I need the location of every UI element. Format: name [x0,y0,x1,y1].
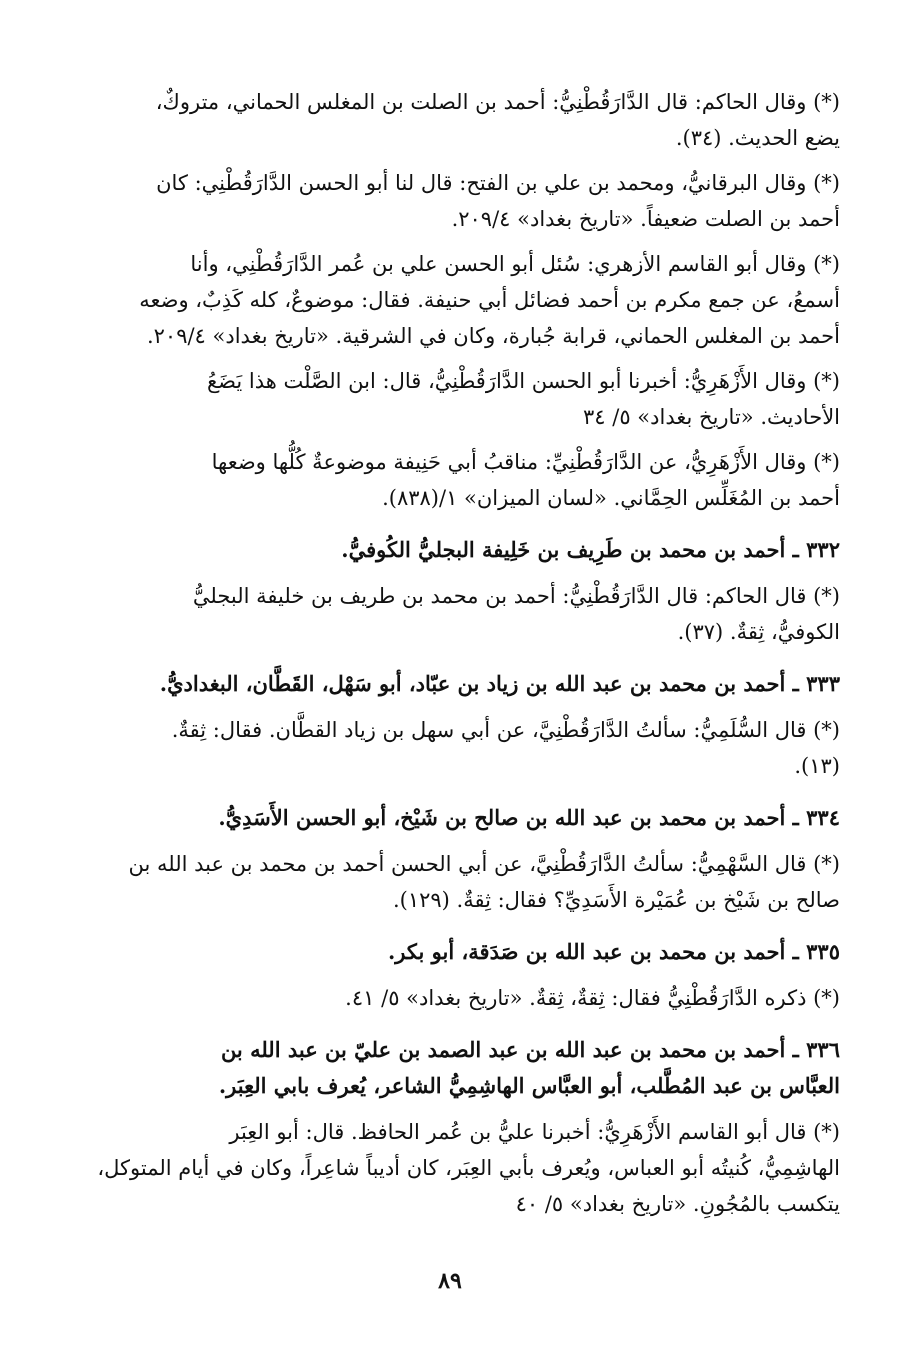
text-line: العبَّاس بن عبد المُطَّلب، أبو العبَّاس الهاشِمِيُّ الشاعر، يُعرف بابي العِبَر. [218,1073,840,1098]
narration-paragraph [60,444,840,516]
entry-heading [60,934,840,970]
text-line: (*) وقال أبو القاسم الأزهري: سُئل أبو الحسن علي بن عُمر الدَّارَقُطْنِي، وأنا [190,252,840,276]
text-line: أحمد بن المُغَلِّس الحِمَّاني. «لسان الميزان» ١/(٨٣٨). [382,486,840,510]
text-line: (*) قال الحاكم: قال الدَّارَقُطْنِيُّ: أحمد بن محمد بن طريف بن خليفة البجليُّ [192,584,840,608]
text-line: الهاشِمِيُّ، كُنيتُه أبو العباس، ويُعرف بأبي العِبَر، كان أديباً شاعِراً، وكان في أيام المتوكل، [97,1156,840,1180]
text-line: (*) وقال الأَزْهَرِيُّ، عن الدَّارَقُطْنِيِّ: مناقبُ أبي حَنِيفة موضوعةٌ كُلُّها وضعها [211,450,840,474]
entry-heading [60,666,840,702]
text-line: (*) وقال البرقانيُّ، ومحمد بن علي بن الفتح: قال لنا أبو الحسن الدَّارَقُطْنِي: كان [156,171,840,195]
text-line: الكوفيُّ، ثِقةٌ. (٣٧). [677,620,840,644]
text-line: (١٣). [794,754,840,778]
text-line: ٣٣٣ ـ أحمد بن محمد بن عبد الله بن زياد بن عبّاد، أبو سَهْل، القَطَّان، البغداديُّ. [159,671,840,696]
text-line: (*) قال السَّهْمِيُّ: سألتُ الدَّارَقُطْنِيَّ، عن أبي الحسن أحمد بن محمد بن عبد الله بن [128,852,840,876]
text-line: أسمعُ، عن جمع مكرم بن أحمد فضائل أبي حنيفة. فقال: موضوعٌ، كله كَذِبٌ، وضعه [139,288,840,312]
text-line: ٣٣٦ ـ أحمد بن محمد بن عبد الله بن عبد الصمد بن عليّ بن عبد الله بن [220,1037,840,1062]
text-line: (*) وقال الحاكم: قال الدَّارَقُطْنِيُّ: أحمد بن الصلت بن المغلس الحماني، متروكٌ، [155,90,840,114]
narration-paragraph [60,363,840,435]
page-number: ٨٩ [438,1268,462,1294]
narration-paragraph [60,84,840,156]
narration-paragraph [60,980,840,1016]
narration-paragraph [60,712,840,784]
entry-heading [60,1032,840,1104]
narration-paragraph [60,846,840,918]
text-line: أحمد بن الصلت ضعيفاً. «تاريخ بغداد» ٢٠٩/٤. [451,207,840,231]
page-body [60,84,840,1222]
text-line: ٣٣٢ ـ أحمد بن محمد بن طَرِيف بن خَلِيفة البجليُّ الكُوفيُّ. [341,537,840,562]
text-line: صالح بن شَيْخ بن عُمَيْرة الأَسَدِيِّ؟ فقال: ثِقةٌ. (١٢٩). [392,888,840,912]
text-line: (*) وقال الأَزْهَرِيُّ: أخبرنا أبو الحسن الدَّارَقُطْنِيُّ، قال: ابن الصَّلْت هذا يَضَعُ [206,369,840,393]
text-line: يتكسب بالمُجُونِ. «تاريخ بغداد» ٥/ ٤٠ [515,1192,840,1216]
text-line: الأحاديث. «تاريخ بغداد» ٥/ ٣٤ [583,405,840,429]
narration-paragraph [60,578,840,650]
entry-heading [60,532,840,568]
text-line: ٣٣٥ ـ أحمد بن محمد بن عبد الله بن صَدَقة، أبو بكر. [388,939,840,964]
text-line: أحمد بن المغلس الحماني، قرابة جُبارة، وكان في الشرقية. «تاريخ بغداد» ٢٠٩/٤. [146,324,840,348]
narration-paragraph [60,1114,840,1222]
narration-paragraph [60,246,840,354]
text-line: (*) قال أبو القاسم الأَزْهَرِيُّ: أخبرنا عليُّ بن عُمر الحافظ. قال: أبو العِبَر [229,1120,840,1144]
text-line: ٣٣٤ ـ أحمد بن محمد بن عبد الله بن صالح بن شَيْخ، أبو الحسن الأَسَدِيُّ. [218,805,840,830]
narration-paragraph [60,165,840,237]
text-line: يضع الحديث. (٣٤). [675,126,840,150]
text-line: (*) قال السُّلَمِيُّ: سألتُ الدَّارَقُطْنِيَّ، عن أبي سهل بن زياد القطَّان. فقال: ثِقةٌ. [171,718,840,742]
text-line: (*) ذكره الدَّارَقُطْنِيُّ فقال: ثِقةٌ، ثِقةٌ. «تاريخ بغداد» ٥/ ٤١. [345,986,840,1010]
entry-heading [60,800,840,836]
